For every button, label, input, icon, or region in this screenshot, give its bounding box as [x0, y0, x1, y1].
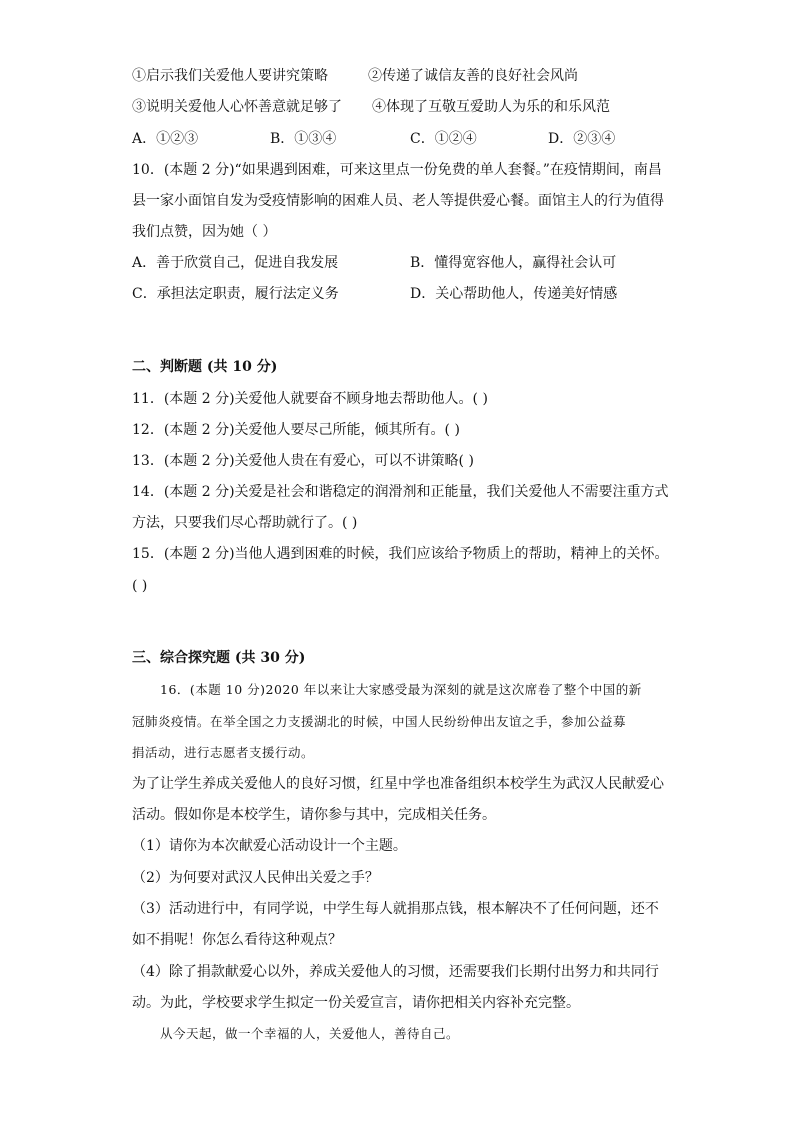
- q10-line-2: 县一家小面馆自发为受疫情影响的困难人员、老人等提供爱心餐。面馆主人的行为值得: [132, 193, 664, 209]
- q16-sub-3-line-2: 如不捐呢！你怎么看待这种观点？: [132, 932, 342, 948]
- section-2-title: 二、判断题 (共 10 分): [132, 359, 278, 375]
- q9-choice-c: C．①②④: [410, 131, 477, 147]
- q10-choice-c: C．承担法定职责，履行法定义务: [132, 286, 339, 302]
- q9-choice-a: A．①②③: [132, 131, 199, 147]
- q10-line-1: 10．(本题 2 分)“如果遇到困难，可来这里点一份免费的单人套餐。”在疫情期间，南昌: [132, 162, 662, 178]
- q15-line-1: 15．(本题 2 分)当他人遇到困难的时候，我们应该给予物质上的帮助，精神上的关怀。: [132, 546, 669, 562]
- q16-sub-4-line-2: 动。为此，学校要求学生拟定一份关爱宣言，请你把相关内容补充完整。: [132, 995, 580, 1011]
- q12: 12．(本题 2 分)关爱他人要尽己所能，倾其所有。( ): [132, 422, 460, 438]
- section-3-title: 三、综合探究题 (共 30 分): [132, 650, 306, 666]
- q16-declaration: 从今天起，做一个幸福的人，关爱他人，善待自己。: [160, 1026, 460, 1041]
- q16-sub-2: （2）为何要对武汉人民伸出关爱之手？: [132, 870, 379, 886]
- q9-option-3: ③说明关爱他人心怀善意就足够了: [132, 99, 342, 115]
- q11: 11．(本题 2 分)关爱他人就要奋不顾身地去帮助他人。( ): [132, 391, 488, 407]
- q9-option-1: ①启示我们关爱他人要讲究策略: [132, 68, 328, 84]
- q14-line-1: 14．(本题 2 分)关爱是社会和谐稳定的润滑剂和正能量，我们关爱他人不需要注重方式: [132, 484, 669, 500]
- q10-line-3: 我们点赞，因为她（ ）: [132, 224, 277, 240]
- q16-sub-1: （1）请你为本次献爱心活动设计一个主题。: [132, 838, 407, 854]
- q9-choice-d: D．②③④: [548, 131, 616, 147]
- q16-line-1: 16．(本题 10 分)2020 年以来让大家感受最为深刻的就是这次席卷了整个中国的新: [160, 682, 642, 697]
- q9-choice-b: B．①③④: [270, 131, 337, 147]
- q9-option-2: ②传递了诚信友善的良好社会风尚: [368, 68, 578, 84]
- q14-line-2: 方法，只要我们尽心帮助就行了。( ): [132, 515, 358, 531]
- q16-sub-4-line-1: （4）除了捐款献爱心以外，养成关爱他人的习惯，还需要我们长期付出努力和共同行: [132, 964, 659, 980]
- q16-line-2: 冠肺炎疫情。在举全国之力支援湖北的时候，中国人民纷纷伸出友谊之手，参加公益募: [132, 714, 627, 729]
- q13: 13．(本题 2 分)关爱他人贵在有爱心，可以不讲策略( ): [132, 453, 474, 469]
- q10-choice-a: A．善于欣赏自己，促进自我发展: [132, 255, 339, 271]
- q16-line-3: 捐活动，进行志愿者支援行动。: [132, 745, 315, 760]
- q16-intro-line-2: 活动。假如你是本校学生，请你参与其中，完成相关任务。: [132, 807, 496, 823]
- q16-sub-3-line-1: （3）活动进行中，有同学说，中学生每人就捐那点钱，根本解决不了任何问题，还不: [132, 901, 659, 917]
- q10-choice-b: B．懂得宽容他人，赢得社会认可: [410, 255, 617, 271]
- q15-line-2: ( ): [132, 578, 148, 594]
- q9-option-4: ④体现了互敬互爱助人为乐的和乐风范: [372, 99, 610, 115]
- q16-intro-line-1: 为了让学生养成关爱他人的良好习惯，红星中学也准备组织本校学生为武汉人民献爱心: [132, 776, 664, 792]
- q10-choice-d: D．关心帮助他人，传递美好情感: [410, 286, 618, 302]
